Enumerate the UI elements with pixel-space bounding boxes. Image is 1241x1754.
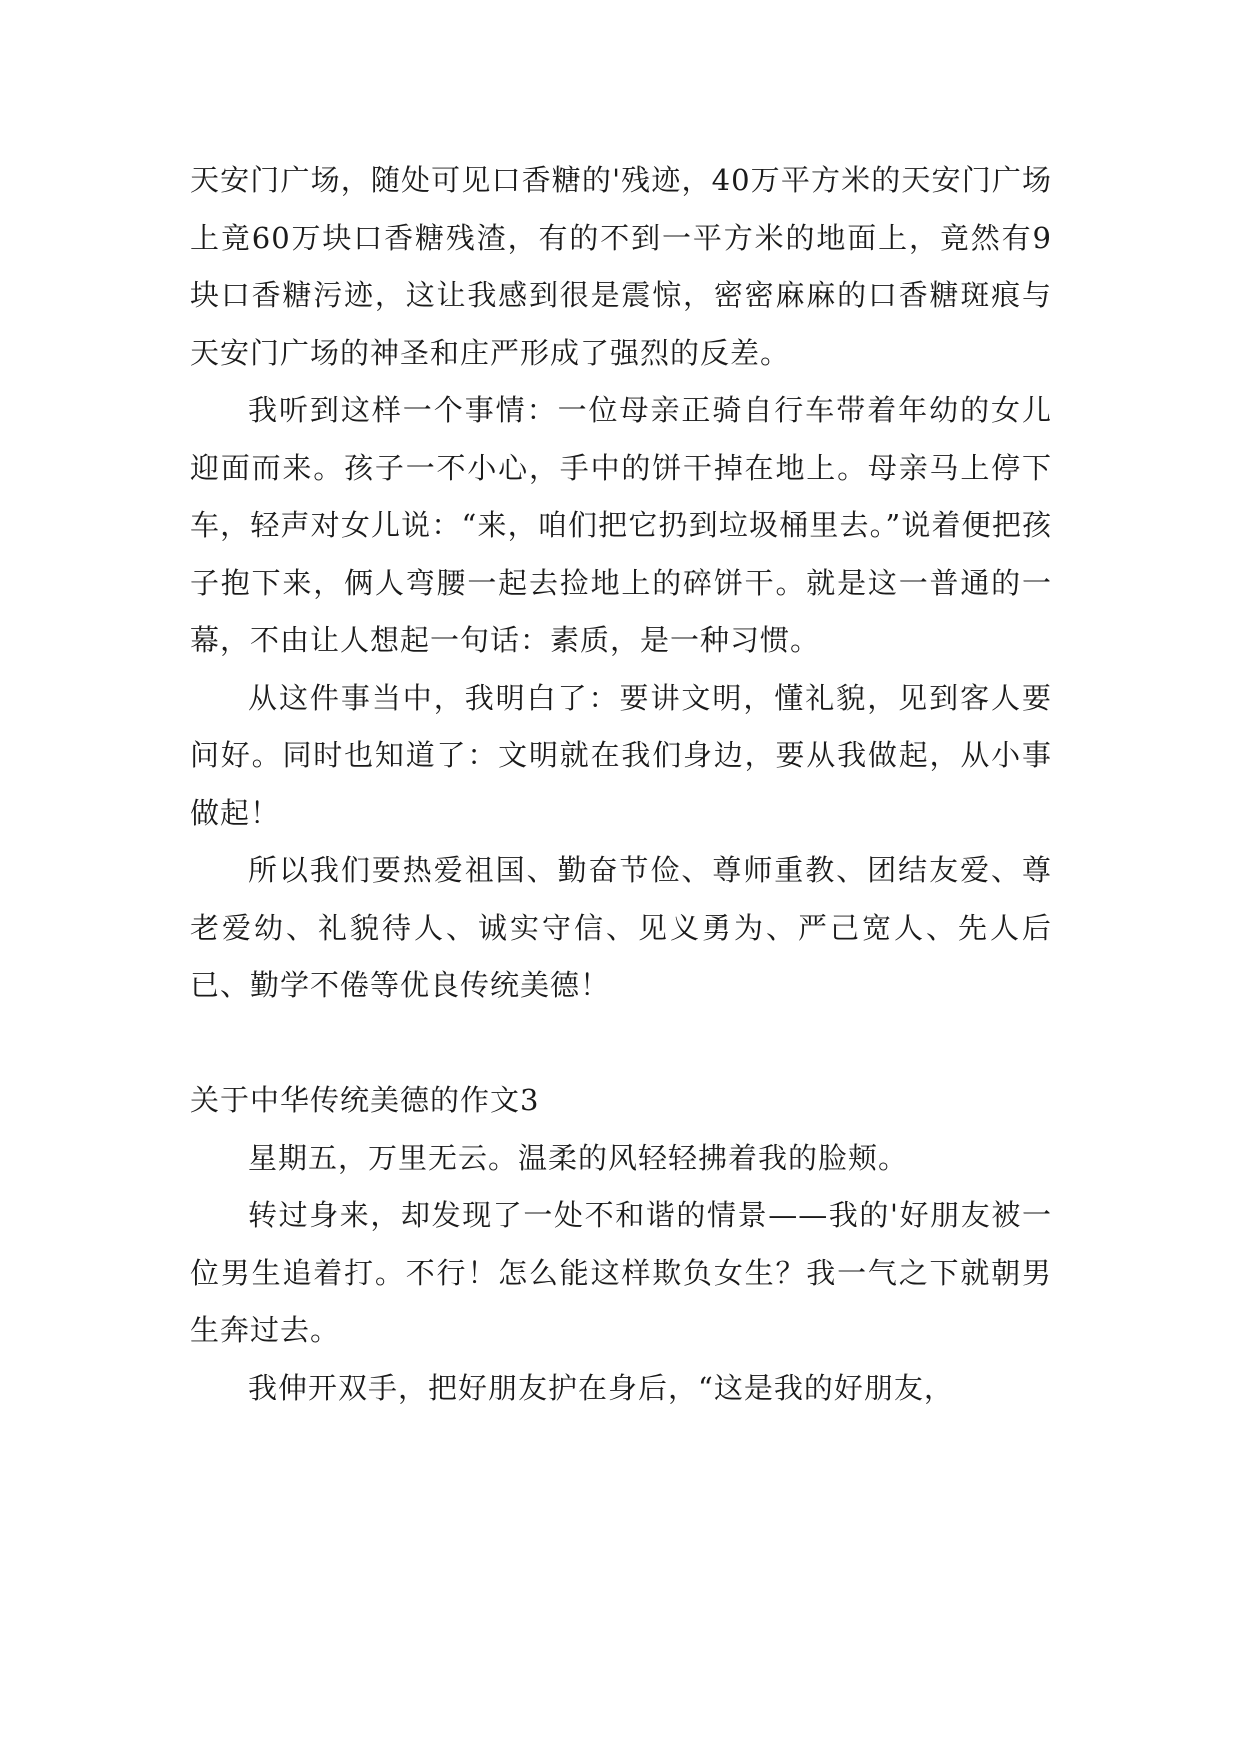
section-title: 关于中华传统美德的作文3 [190,1083,540,1117]
paragraph-protect-friend: 我伸开双手，把好朋友护在身后，“这是我的好朋友， [248,1370,954,1405]
paragraph-tiananmen: 天安门广场，随处可见口香糖的'残迹，40万平方米的天安门广场上竟60万块口香糖残渣，有的不到一平方米的地面上，竟然有9块口香糖污迹，这让我感到很是震惊，密密麻麻的口香糖斑痕与天安门广场的神圣和庄严形成了强烈的反差。 [190,163,1052,370]
paragraph-virtues: 所以我们要热爱祖国、勤奋节俭、尊师重教、团结友爱、尊老爱幼、礼貌待人、诚实守信、见义勇为、严己宽人、先人后已、勤学不倦等优良传统美德！ [190,853,1052,1002]
paragraph-lesson: 从这件事当中，我明白了：要讲文明，懂礼貌，见到客人要问好。同时也知道了：文明就在我们身边，要从我做起，从小事做起！ [190,680,1052,830]
paragraph-friday: 星期五，万里无云。温柔的风轻轻拂着我的脸颊。 [248,1140,909,1175]
paragraph-friend-chased: 转过身来，却发现了一处不和谐的情景——我的'好朋友被一位男生追着打。不行！怎么能这样欺负女生？我一气之下就朝男生奔过去。 [190,1198,1052,1347]
document-body [190,152,1052,1417]
section-spacer [190,1015,1052,1073]
paragraph-mother-story: 我听到这样一个事情：一位母亲正骑自行车带着年幼的女儿迎面而来。孩子一不小心，手中的饼干掉在地上。母亲马上停下车，轻声对女儿说：“来，咱们把它扔到垃圾桶里去。”说着便把孩子抱下来，俩人弯腰一起去捡地上的碎饼干。就是这一普通的一幕，不由让人想起一句话：素质，是一种习惯。 [190,393,1052,657]
